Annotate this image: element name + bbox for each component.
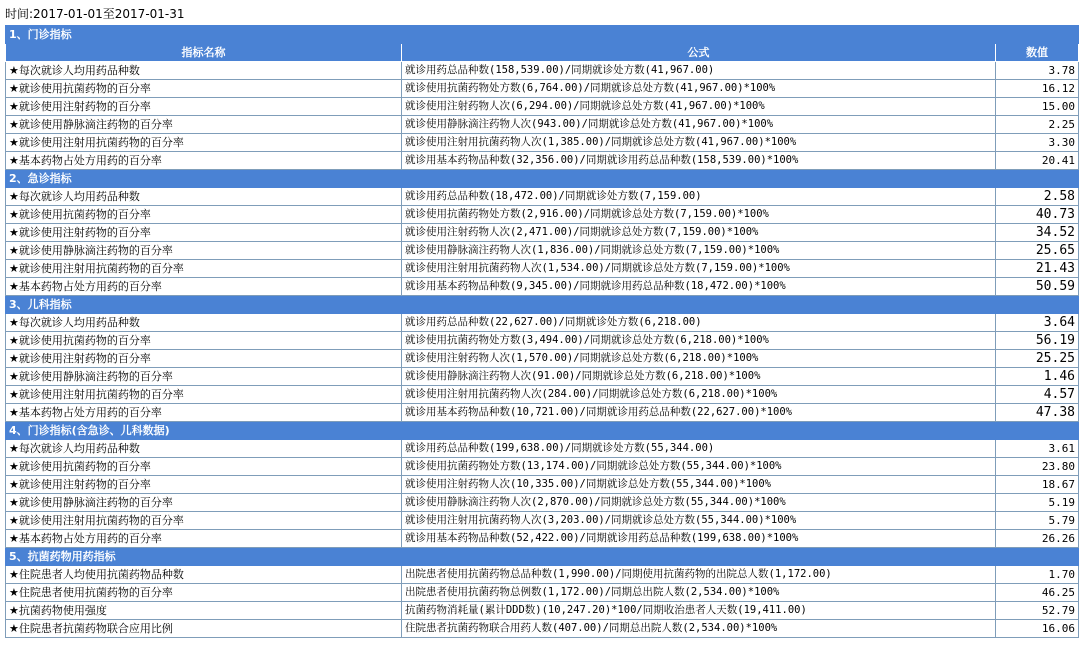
indicator-value: 3.30 [996, 134, 1079, 152]
table-row [6, 224, 1079, 242]
indicator-value: 1.46 [996, 368, 1079, 386]
table-row [6, 602, 1079, 620]
table-row [6, 98, 1079, 116]
table-row [6, 458, 1079, 476]
section-header [6, 296, 1079, 314]
indicator-value: 21.43 [996, 260, 1079, 278]
indicator-value: 4.57 [996, 386, 1079, 404]
indicator-name: ★就诊使用注射用抗菌药物的百分率 [6, 134, 402, 152]
indicator-value: 50.59 [996, 278, 1079, 296]
indicator-formula: 就诊使用注射用抗菌药物人次(1,534.00)/同期就诊总处方数(7,159.00)*100% [402, 260, 996, 278]
indicator-formula: 就诊用药总品种数(158,539.00)/同期就诊处方数(41,967.00) [402, 62, 996, 80]
indicator-value: 23.80 [996, 458, 1079, 476]
table-row [6, 530, 1079, 548]
indicator-name: ★就诊使用静脉滴注药物的百分率 [6, 116, 402, 134]
section-title: 2、急诊指标 [6, 170, 1079, 188]
indicator-name: ★抗菌药物使用强度 [6, 602, 402, 620]
indicator-name: ★就诊使用静脉滴注药物的百分率 [6, 494, 402, 512]
column-header-formula: 公式 [402, 44, 996, 62]
indicator-value: 16.06 [996, 620, 1079, 638]
indicator-formula: 住院患者抗菌药物联合用药人数(407.00)/同期总出院人数(2,534.00)*100% [402, 620, 996, 638]
table-row [6, 620, 1079, 638]
indicator-formula: 就诊使用注射用抗菌药物人次(1,385.00)/同期就诊总处方数(41,967.00)*100% [402, 134, 996, 152]
date-range-label: 时间:2017-01-01至2017-01-31 [5, 7, 185, 21]
table-row [6, 440, 1079, 458]
indicator-value: 25.25 [996, 350, 1079, 368]
indicator-formula: 就诊使用静脉滴注药物人次(943.00)/同期就诊总处方数(41,967.00)*100% [402, 116, 996, 134]
table-row [6, 188, 1079, 206]
table-row [6, 134, 1079, 152]
indicator-name: ★就诊使用抗菌药物的百分率 [6, 206, 402, 224]
section-header [6, 422, 1079, 440]
indicator-name: ★每次就诊人均用药品种数 [6, 440, 402, 458]
indicator-formula: 就诊用基本药物品种数(32,356.00)/同期就诊用药总品种数(158,539.00)*100% [402, 152, 996, 170]
indicator-value: 5.19 [996, 494, 1079, 512]
indicator-name: ★基本药物占处方用药的百分率 [6, 404, 402, 422]
table-row [6, 494, 1079, 512]
indicator-name: ★就诊使用抗菌药物的百分率 [6, 458, 402, 476]
indicator-name: ★每次就诊人均用药品种数 [6, 62, 402, 80]
indicator-value: 3.64 [996, 314, 1079, 332]
indicator-value: 25.65 [996, 242, 1079, 260]
table-row [6, 386, 1079, 404]
indicator-name: ★基本药物占处方用药的百分率 [6, 278, 402, 296]
indicator-formula: 就诊用药总品种数(18,472.00)/同期就诊处方数(7,159.00) [402, 188, 996, 206]
table-row [6, 116, 1079, 134]
table-row [6, 512, 1079, 530]
column-header-row [6, 44, 1079, 62]
indicator-formula: 就诊使用抗菌药物处方数(2,916.00)/同期就诊总处方数(7,159.00)*100% [402, 206, 996, 224]
indicator-formula: 就诊使用静脉滴注药物人次(2,870.00)/同期就诊总处方数(55,344.00)*100% [402, 494, 996, 512]
indicator-formula: 就诊用基本药物品种数(10,721.00)/同期就诊用药总品种数(22,627.00)*100% [402, 404, 996, 422]
indicator-value: 40.73 [996, 206, 1079, 224]
indicator-name: ★住院患者使用抗菌药物的百分率 [6, 584, 402, 602]
table-row [6, 404, 1079, 422]
indicator-table [5, 25, 1079, 638]
indicator-value: 26.26 [996, 530, 1079, 548]
indicator-name: ★就诊使用注射药物的百分率 [6, 476, 402, 494]
indicator-formula: 就诊使用注射药物人次(10,335.00)/同期就诊总处方数(55,344.00)*100% [402, 476, 996, 494]
section-title: 4、门诊指标(含急诊、儿科数据) [6, 422, 1079, 440]
indicator-value: 16.12 [996, 80, 1079, 98]
indicator-name: ★每次就诊人均用药品种数 [6, 314, 402, 332]
table-row [6, 368, 1079, 386]
table-row [6, 62, 1079, 80]
table-row [6, 332, 1079, 350]
indicator-value: 2.58 [996, 188, 1079, 206]
indicator-formula: 就诊使用注射用抗菌药物人次(284.00)/同期就诊总处方数(6,218.00)*100% [402, 386, 996, 404]
indicator-value: 1.70 [996, 566, 1079, 584]
indicator-value: 2.25 [996, 116, 1079, 134]
indicator-formula: 就诊使用抗菌药物处方数(13,174.00)/同期就诊总处方数(55,344.00)*100% [402, 458, 996, 476]
section-title: 3、儿科指标 [6, 296, 1079, 314]
table-row [6, 206, 1079, 224]
table-row [6, 476, 1079, 494]
indicator-formula: 就诊使用静脉滴注药物人次(91.00)/同期就诊总处方数(6,218.00)*100% [402, 368, 996, 386]
indicator-name: ★就诊使用注射药物的百分率 [6, 350, 402, 368]
indicator-formula: 就诊使用抗菌药物处方数(6,764.00)/同期就诊总处方数(41,967.00)*100% [402, 80, 996, 98]
table-row [6, 350, 1079, 368]
table-row [6, 278, 1079, 296]
indicator-table-body [6, 26, 1079, 638]
indicator-value: 47.38 [996, 404, 1079, 422]
section-title: 1、门诊指标 [6, 26, 1079, 44]
indicator-formula: 就诊使用注射药物人次(1,570.00)/同期就诊总处方数(6,218.00)*100% [402, 350, 996, 368]
indicator-name: ★就诊使用注射用抗菌药物的百分率 [6, 260, 402, 278]
indicator-name: ★基本药物占处方用药的百分率 [6, 152, 402, 170]
indicator-name: ★就诊使用静脉滴注药物的百分率 [6, 368, 402, 386]
table-row [6, 566, 1079, 584]
indicator-name: ★基本药物占处方用药的百分率 [6, 530, 402, 548]
table-row [6, 242, 1079, 260]
column-header-value: 数值 [996, 44, 1079, 62]
section-header [6, 26, 1079, 44]
indicator-formula: 就诊使用静脉滴注药物人次(1,836.00)/同期就诊总处方数(7,159.00)*100% [402, 242, 996, 260]
indicator-value: 46.25 [996, 584, 1079, 602]
indicator-name: ★就诊使用注射用抗菌药物的百分率 [6, 386, 402, 404]
table-row [6, 314, 1079, 332]
indicator-name: ★每次就诊人均用药品种数 [6, 188, 402, 206]
indicator-name: ★就诊使用抗菌药物的百分率 [6, 332, 402, 350]
indicator-formula: 抗菌药物消耗量(累计DDD数)(10,247.20)*100/同期收治患者人天数(19,411.00) [402, 602, 996, 620]
section-header [6, 548, 1079, 566]
indicator-value: 34.52 [996, 224, 1079, 242]
indicator-value: 3.61 [996, 440, 1079, 458]
indicator-value: 52.79 [996, 602, 1079, 620]
indicator-formula: 就诊用药总品种数(199,638.00)/同期就诊处方数(55,344.00) [402, 440, 996, 458]
indicator-formula: 就诊使用注射药物人次(2,471.00)/同期就诊总处方数(7,159.00)*100% [402, 224, 996, 242]
section-title: 5、抗菌药物用药指标 [6, 548, 1079, 566]
table-row [6, 152, 1079, 170]
table-row [6, 584, 1079, 602]
column-header-name: 指标名称 [6, 44, 402, 62]
indicator-value: 5.79 [996, 512, 1079, 530]
indicator-value: 18.67 [996, 476, 1079, 494]
indicator-formula: 就诊使用抗菌药物处方数(3,494.00)/同期就诊总处方数(6,218.00)*100% [402, 332, 996, 350]
indicator-value: 15.00 [996, 98, 1079, 116]
table-row [6, 260, 1079, 278]
indicator-value: 3.78 [996, 62, 1079, 80]
indicator-formula: 就诊使用注射药物人次(6,294.00)/同期就诊总处方数(41,967.00)*100% [402, 98, 996, 116]
indicator-name: ★住院患者人均使用抗菌药物品种数 [6, 566, 402, 584]
section-header [6, 170, 1079, 188]
indicator-name: ★住院患者抗菌药物联合应用比例 [6, 620, 402, 638]
indicator-formula: 就诊用基本药物品种数(9,345.00)/同期就诊用药总品种数(18,472.00)*100% [402, 278, 996, 296]
indicator-formula: 出院患者使用抗菌药物总品种数(1,990.00)/同期使用抗菌药物的出院总人数(1,172.00) [402, 566, 996, 584]
indicator-name: ★就诊使用静脉滴注药物的百分率 [6, 242, 402, 260]
indicator-formula: 就诊用药总品种数(22,627.00)/同期就诊处方数(6,218.00) [402, 314, 996, 332]
indicator-name: ★就诊使用注射药物的百分率 [6, 224, 402, 242]
indicator-name: ★就诊使用注射药物的百分率 [6, 98, 402, 116]
indicator-formula: 出院患者使用抗菌药物总例数(1,172.00)/同期总出院人数(2,534.00)*100% [402, 584, 996, 602]
indicator-value: 20.41 [996, 152, 1079, 170]
indicator-value: 56.19 [996, 332, 1079, 350]
indicator-name: ★就诊使用抗菌药物的百分率 [6, 80, 402, 98]
table-row [6, 80, 1079, 98]
indicator-formula: 就诊用基本药物品种数(52,422.00)/同期就诊用药总品种数(199,638.00)*100% [402, 530, 996, 548]
indicator-name: ★就诊使用注射用抗菌药物的百分率 [6, 512, 402, 530]
indicator-formula: 就诊使用注射用抗菌药物人次(3,203.00)/同期就诊总处方数(55,344.00)*100% [402, 512, 996, 530]
